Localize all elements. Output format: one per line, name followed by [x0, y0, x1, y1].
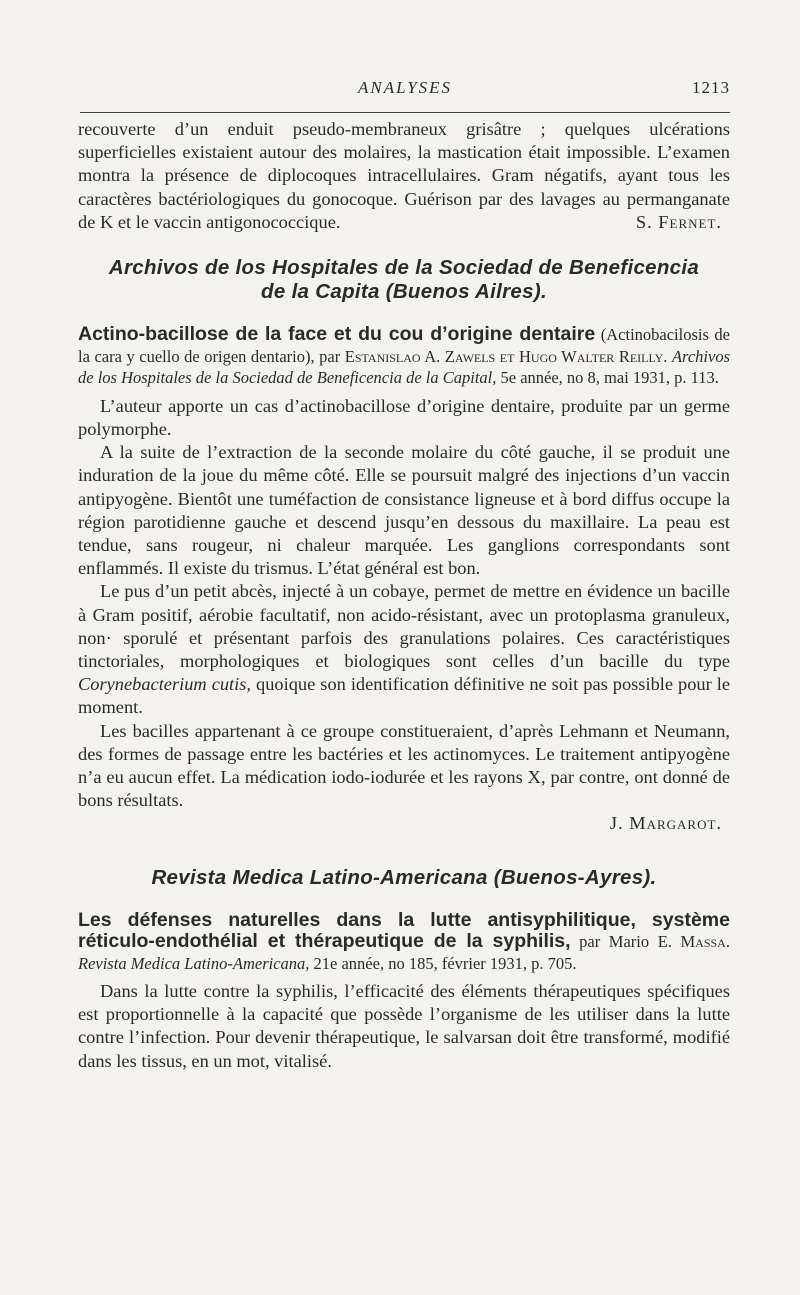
article-author-prefix: par Mario E. [570, 932, 681, 952]
journal-heading: Revista Medica Latino-Americana (Buenos-Ayres). [151, 865, 657, 889]
species-name: Corynebacterium cutis, [78, 674, 252, 695]
article-header [78, 324, 730, 389]
journal-heading-line: de la Capita (Buenos Ailres). [261, 280, 547, 304]
text-span: Le pus d’un petit abcès, injecté à un cobaye, permet de mettre en évidence un bacille à Gram positif, aérobie facultatif, non acido-résistant, avec un protoplasma granuleux, non· sporulé et présentant parfois des granulations polaires. Ces caractéristiques tinctoriales, morphologiques et biologiques sont celles d’un bacille du type [78, 581, 730, 671]
page-number: 1213 [692, 78, 730, 97]
article-header [78, 910, 730, 975]
article-authors: Massa. [680, 932, 730, 952]
signature: J. Margarot. [609, 813, 722, 834]
paragraph: A la suite de l’extraction de la seconde molaire du côté gauche, il se produit une induration de la joue du même côté. Elle se poursuit malgré des injections d’un vaccin antipyogène. Bientôt une tuméfaction de consistance ligneuse et à bord diffus occupe la région parotidienne gauche et descend jusqu’en dessous du maxillaire. La peau est tendue, sans rougeur, ni chaleur marquée. Les ganglions correspondants sont enflammés. Il existe du trismus. L’état général est bon. [78, 442, 730, 579]
journal-heading-line: Archivos de los Hospitales de la Sociedad de Beneficencia [108, 256, 700, 280]
page-header [80, 78, 730, 102]
signature: S. Fernet. [635, 212, 722, 233]
continuation-paragraph: recouverte d’un enduit pseudo-membraneux grisâtre ; quelques ulcérations superficielles existaient autour des molaires, la mastication était impossible. L’examen montra la présence de diplocoques intracellulaires. Gram négatifs, ayant tous les caractères bactériologiques du gonocoque. Guérison par des lavages au permanganate de K et le vaccin antigonococcique. [78, 119, 730, 232]
journal-heading [78, 256, 730, 304]
page-body [78, 118, 730, 1073]
article-subtitle: (Actinobacilosis de la cara y cuello de origen dentario), par [78, 325, 731, 366]
paragraph: L’auteur apporte un cas d’actinobacillose d’origine dentaire, produite par un germe polymorphe. [78, 395, 730, 439]
article-issue: 21e année, no 185, février 1931, p. 705. [309, 953, 577, 973]
paragraph [78, 580, 730, 719]
text-span: quoique son identification définitive ne soit pas possible pour le moment. [78, 674, 731, 718]
article-journal-ref: Revista Medica Latino-Americana, [78, 953, 310, 973]
header-rule [80, 112, 730, 113]
article-title: Les défenses naturelles dans la lutte antisyphilitique, système réticulo-endothélial et thérapeutique de la syphilis, [78, 908, 730, 953]
running-title: ANALYSES [357, 78, 453, 97]
article-journal-ref: Archivos de los Hospitales de la Sociedad de Beneficencia de la Capital, [78, 346, 730, 388]
article-title: Actino-bacillose de la face et du cou d’origine dentaire [78, 323, 596, 346]
article-authors: Estanislao A. Zawels et Hugo Walter Reilly. [344, 346, 672, 366]
article-issue: 5e année, no 8, mai 1931, p. 113. [496, 368, 719, 388]
paragraph: Les bacilles appartenant à ce groupe constitueraient, d’après Lehmann et Neumann, des formes de passage entre les bactéries et les actinomyces. Le traitement antipyogène n’a eu aucun effet. La médication iodo-iodurée et les rayons X, par contre, ont donné de bons résultats. [78, 720, 730, 811]
paragraph: Dans la lutte contre la syphilis, l’efficacité des éléments thérapeutiques spécifiques est proportionnelle à la capacité que possède l’organisme de les utiliser dans la lutte contre l’infection. Pour devenir thérapeutique, le salvarsan doit être transformé, modifié dans les tissus, en un mot, vitalisé. [78, 981, 730, 1071]
